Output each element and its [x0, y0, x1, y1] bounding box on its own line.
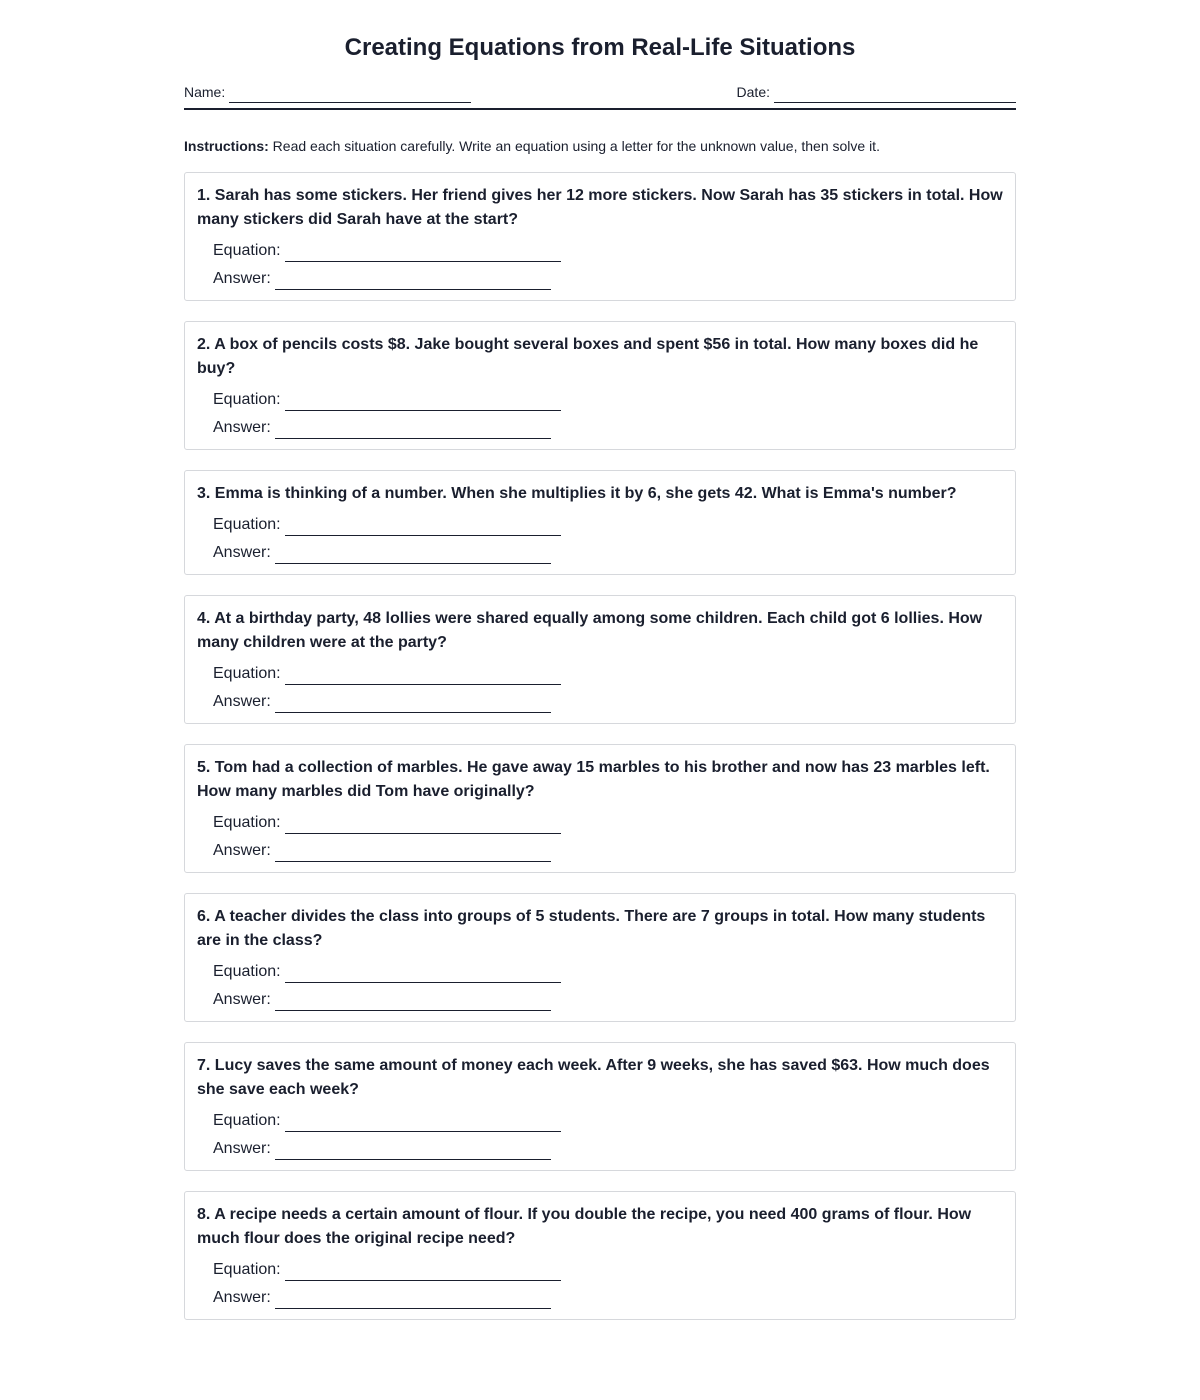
question-card — [184, 321, 1016, 450]
answer-label: Answer: — [213, 544, 271, 561]
question-card — [184, 470, 1016, 575]
equation-label: Equation: — [213, 242, 281, 259]
equation-label: Equation: — [213, 665, 281, 682]
question-text: 3. Emma is thinking of a number. When she multiplies it by 6, she gets 42. What is Emma's number? — [197, 485, 957, 502]
question-text: 6. A teacher divides the class into groups of 5 students. There are 7 groups in total. How many students are in the class? — [197, 908, 986, 949]
page-title: Creating Equations from Real-Life Situations — [344, 34, 856, 61]
equation-line — [213, 232, 1003, 260]
answer-blank[interactable] — [275, 544, 551, 564]
question-text: 4. At a birthday party, 48 lollies were shared equally among some children. Each child got 6 lollies. How many children were at the party? — [197, 610, 983, 651]
name-blank[interactable] — [229, 87, 471, 103]
equation-label: Equation: — [213, 516, 281, 533]
question-text: 8. A recipe needs a certain amount of flour. If you double the recipe, you need 400 grams of flour. How much flour does the original recipe need? — [197, 1206, 972, 1247]
answer-line — [213, 409, 1003, 437]
answer-line — [213, 1130, 1003, 1158]
equation-blank[interactable] — [285, 665, 561, 685]
answer-line — [213, 981, 1003, 1009]
date-label: Date: — [736, 84, 770, 100]
equation-line — [213, 506, 1003, 534]
question-text: 2. A box of pencils costs $8. Jake bought several boxes and spent $56 in total. How many boxes did he buy? — [197, 336, 979, 377]
header-divider — [184, 108, 1016, 110]
equation-line — [213, 381, 1003, 409]
equation-blank[interactable] — [285, 242, 561, 262]
equation-label: Equation: — [213, 814, 281, 831]
equation-blank[interactable] — [285, 963, 561, 983]
equation-label: Equation: — [213, 1112, 281, 1129]
instructions-lead: Instructions: — [184, 138, 269, 154]
answer-line — [213, 1279, 1003, 1307]
question-list — [184, 172, 1016, 1320]
name-field — [184, 84, 471, 100]
question-card — [184, 744, 1016, 873]
answer-label: Answer: — [213, 419, 271, 436]
equation-line — [213, 655, 1003, 683]
answer-blank[interactable] — [275, 693, 551, 713]
answer-blank[interactable] — [275, 1140, 551, 1160]
equation-label: Equation: — [213, 391, 281, 408]
instructions — [184, 136, 1016, 156]
answer-label: Answer: — [213, 991, 271, 1008]
answer-line — [213, 534, 1003, 562]
answer-blank[interactable] — [275, 270, 551, 290]
question-card — [184, 1042, 1016, 1171]
question-card — [184, 595, 1016, 724]
date-field — [737, 84, 1016, 100]
answer-label: Answer: — [213, 1140, 271, 1157]
question-text: 5. Tom had a collection of marbles. He gave away 15 marbles to his brother and now has 23 marbles left. How many marbles did Tom have originally? — [197, 759, 990, 800]
worksheet — [184, 0, 1016, 1320]
date-blank[interactable] — [774, 87, 1016, 103]
name-label: Name: — [184, 84, 226, 100]
equation-blank[interactable] — [285, 1112, 561, 1132]
equation-blank[interactable] — [285, 391, 561, 411]
answer-blank[interactable] — [275, 1289, 551, 1309]
answer-label: Answer: — [213, 842, 271, 859]
header-row — [184, 80, 1016, 100]
answer-label: Answer: — [213, 1289, 271, 1306]
question-text: 1. Sarah has some stickers. Her friend gives her 12 more stickers. Now Sarah has 35 stickers in total. How many stickers did Sarah have at the start? — [197, 187, 1003, 228]
equation-blank[interactable] — [285, 516, 561, 536]
answer-line — [213, 832, 1003, 860]
answer-label: Answer: — [213, 270, 271, 287]
equation-label: Equation: — [213, 963, 281, 980]
instructions-text: Read each situation carefully. Write an equation using a letter for the unknown value, then solve it. — [268, 138, 880, 154]
equation-blank[interactable] — [285, 1261, 561, 1281]
question-text: 7. Lucy saves the same amount of money each week. After 9 weeks, she has saved $63. How much does she save each week? — [197, 1057, 990, 1098]
question-card — [184, 172, 1016, 301]
equation-line — [213, 953, 1003, 981]
question-card — [184, 1191, 1016, 1320]
answer-blank[interactable] — [275, 842, 551, 862]
answer-blank[interactable] — [275, 991, 551, 1011]
answer-label: Answer: — [213, 693, 271, 710]
answer-line — [213, 260, 1003, 288]
answer-line — [213, 683, 1003, 711]
question-card — [184, 893, 1016, 1022]
equation-line — [213, 1251, 1003, 1279]
equation-line — [213, 804, 1003, 832]
answer-blank[interactable] — [275, 419, 551, 439]
equation-line — [213, 1102, 1003, 1130]
equation-blank[interactable] — [285, 814, 561, 834]
equation-label: Equation: — [213, 1261, 281, 1278]
